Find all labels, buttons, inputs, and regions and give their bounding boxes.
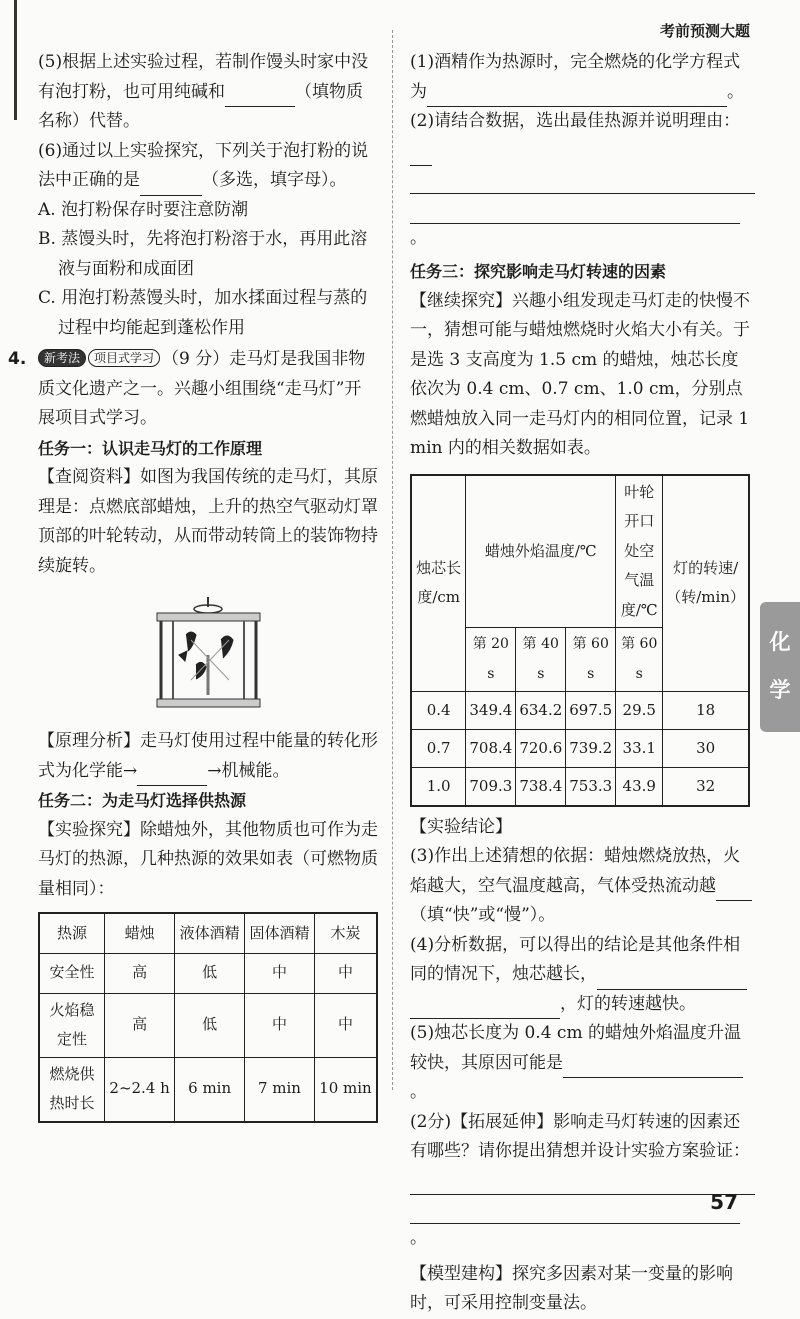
answer-blank[interactable] xyxy=(410,145,432,166)
right-q5: (5)烛芯长度为 0.4 cm 的蜡烛外焰温度升温较快，其原因可能是。 xyxy=(410,1019,755,1108)
question-number: 4. xyxy=(8,349,27,369)
column-divider xyxy=(392,30,394,1090)
heat-source-table xyxy=(38,912,378,1123)
right-column xyxy=(410,48,755,1319)
left-q6: (6)通过以上实验探究，下列关于泡打粉的说法中正确的是 （多选，填字母）。 xyxy=(38,137,378,196)
wick-table xyxy=(410,474,750,807)
right-q3: (3)作出上述猜想的依据：蜡烛燃烧放热，火焰越大，空气温度越高，气体受热流动越（填“快”或“慢”）。 xyxy=(410,842,755,931)
continue-paragraph: 【继续探究】兴趣小组发现走马灯走的快慢不一，猜想可能与蜡烛燃烧时火焰大小有关。于是选 3 支高度为 1.5 cm 的蜡烛，烛芯长度依次为 0.4 cm、0.7 cm、1.0 cm，分别点燃蜡烛放入同一走马灯内的相同位置，记录 1 min 内的相关数据如表。 xyxy=(410,290,750,458)
answer-line[interactable] xyxy=(410,1167,755,1195)
right-q6: (2分)【拓展延伸】影响走马灯转速的因素还有哪些？请你提出猜想并设计实验方案验证： xyxy=(410,1111,750,1161)
answer-line[interactable] xyxy=(410,166,755,194)
right-q1: (1)酒精作为热源时，完全燃烧的化学方程式为 。 xyxy=(410,48,755,107)
lantern-figure xyxy=(151,595,266,715)
project-badge: 项目式学习 xyxy=(88,349,160,367)
table-header-row: 热源 蜡烛 液体酒精 固体酒精 木炭 xyxy=(39,913,377,953)
subject-tab: 化 学 xyxy=(760,602,800,732)
answer-blank[interactable] xyxy=(563,1057,743,1078)
answer-blank[interactable] xyxy=(137,765,207,786)
task2-title: 任务二：为走马灯选择供热源 xyxy=(38,791,247,810)
table-header-row: 烛芯长度/cm 蜡烛外焰温度/℃ 叶轮开口处空气温度/℃ 灯的转速/（转/min） xyxy=(411,475,749,628)
table-subheader-row: 第 20 s 第 40 s 第 60 s 第 60 s xyxy=(411,628,749,692)
explore-paragraph: 【实验探究】除蜡烛外，其他物质也可作为走马灯的热源，几种热源的效果如表（可燃物质量相同）： xyxy=(38,819,378,899)
answer-blank[interactable] xyxy=(225,86,295,107)
table-row: 火焰稳定性 高 低 中 中 xyxy=(39,993,377,1057)
q4-intro: 4. 新考法 项目式学习 （9 分）走马灯是我国非物质文化遗产之一。兴趣小组围绕“走马灯”开展项目式学习。 xyxy=(38,345,378,434)
conclusion-label: 【实验结论】 xyxy=(410,816,512,837)
model-paragraph: 【模型建构】探究多因素对某一变量的影响时，可采用控制变量法。 xyxy=(410,1263,733,1313)
left-column xyxy=(8,48,378,1123)
table-row: 0.4 349.4 634.2 697.5 29.5 18 xyxy=(411,692,749,730)
answer-blank[interactable] xyxy=(427,86,727,107)
margin-bar xyxy=(14,0,17,120)
analysis-paragraph: 【原理分析】走马灯使用过程中能量的转化形式为化学能→ →机械能。 xyxy=(38,727,378,786)
left-q5: (5)根据上述实验过程，若制作馒头时家中没有泡打粉，也可用纯碱和 （填物质名称）代替。 xyxy=(38,52,369,131)
option-a: A. 泡打粉保存时要注意防潮 xyxy=(38,199,249,220)
table-row: 0.7 708.4 720.6 739.2 33.1 30 xyxy=(411,730,749,768)
right-q2: (2)请结合数据，选出最佳热源并说明理由： xyxy=(410,107,755,166)
info-paragraph: 【查阅资料】如图为我国传统的走马灯，其原理是：点燃底部蜡烛，上升的热空气驱动灯罩顶部的叶轮转动，从而带动转筒上的装饰物持续旋转。 xyxy=(38,467,378,576)
answer-blank[interactable] xyxy=(716,880,752,901)
answer-blank[interactable] xyxy=(140,175,202,196)
page-number: 57 xyxy=(710,1190,738,1214)
answer-blank[interactable] xyxy=(410,1203,740,1224)
answer-line-end: 。 xyxy=(410,194,755,253)
option-c: C. 用泡打粉蒸馒头时，加水揉面过程与蒸的过程中均能起到蓬松作用 xyxy=(38,288,368,338)
table-row: 安全性 高 低 中 中 xyxy=(39,953,377,993)
answer-line-end: 。 xyxy=(410,1195,755,1254)
task3-title: 任务三：探究影响走马灯转速的因素 xyxy=(410,262,667,281)
table-row: 1.0 709.3 738.4 753.3 43.9 32 xyxy=(411,768,749,806)
page-header: 考前预测大题 xyxy=(659,22,750,40)
table-row: 燃烧供热时长 2~2.4 h 6 min 7 min 10 min xyxy=(39,1057,377,1122)
right-q4: (4)分析数据，可以得出的结论是其他条件相同的情况下，烛芯越长， ，灯的转速越快。 xyxy=(410,931,755,1020)
option-b: B. 蒸馒头时，先将泡打粉溶于水，再用此溶液与面粉和成面团 xyxy=(38,229,368,279)
task1-title: 任务一：认识走马灯的工作原理 xyxy=(38,438,263,458)
answer-blank[interactable] xyxy=(410,998,560,1019)
new-method-badge: 新考法 xyxy=(38,349,86,367)
answer-blank[interactable] xyxy=(410,203,740,224)
answer-blank[interactable] xyxy=(597,969,747,990)
